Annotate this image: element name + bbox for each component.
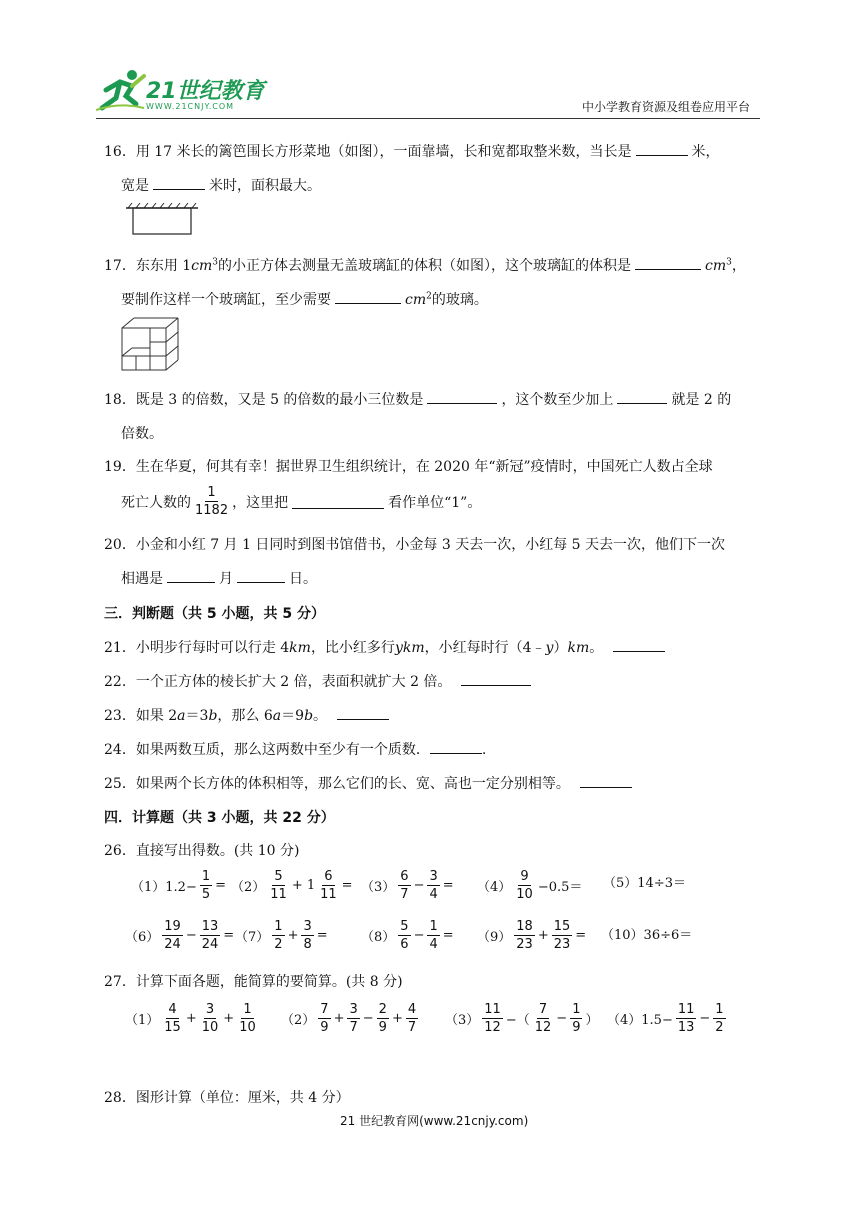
question-20-line1: 20．小金和小红 7 月 1 日同时到图书馆借书，小金每 3 天去一次，小红每 5 天去一次，他们下一次: [104, 537, 726, 553]
q26-item-6: （6） $\frac{19}{24}$ − $\frac{13}{24}$ =: [125, 919, 235, 952]
glass-tank-diagram: [120, 316, 182, 372]
q20-blank-day[interactable]: [237, 568, 285, 583]
question-21: 21．小明步行每时可以行走 4km，比小红多行ykm，小红每时行（4﹣y）km。: [104, 637, 669, 657]
q18-blank-number[interactable]: [427, 389, 497, 404]
question-17-line2: 要制作这样一个玻璃缸，至少需要 $cm^2$的玻璃。: [121, 289, 488, 309]
q26-item-10: （10）36÷6＝: [601, 928, 693, 943]
q17-blank-glass[interactable]: [335, 289, 401, 304]
question-16-line1: 16．用 17 米长的篱笆围长方形菜地（如图），一面靠墙，长和宽都取整米数，当长是 米，: [104, 141, 720, 161]
q18-blank-add[interactable]: [617, 389, 667, 404]
question-25: 25．如果两个长方体的体积相等，那么它们的长、宽、高也一定分别相等。: [104, 773, 636, 793]
question-19-line2: 死亡人数的 $\frac{1}{1182}$ ，这里把 看作单位“1”。: [121, 485, 482, 518]
q16-blank-width[interactable]: [153, 175, 205, 190]
q26-item-1: （1）1.2− $\frac{1}{5}$ =: [131, 869, 227, 902]
question-18-line1: 18．既是 3 的倍数，又是 5 的倍数的最小三位数是 ，这个数至少加上 就是 2 的: [104, 389, 731, 409]
section-3-heading: 三．判断题（共 5 小题，共 5 分）: [104, 606, 325, 622]
q26-item-5: （5）14÷3＝: [603, 876, 686, 891]
footer-text: 21 世纪教育网(www.21cnjy.com): [340, 1114, 529, 1128]
logo-url: WWW.21CNJY.COM: [146, 102, 235, 111]
question-17-line1: 17．东东用 $1cm^3$的小正方体去测量无盖玻璃缸的体积（如图），这个玻璃缸的体积是 $cm^3$，: [104, 255, 746, 275]
question-18-line2: 倍数。: [121, 426, 163, 442]
question-27-title: 27．计算下面各题，能简算的要简算。(共 8 分): [104, 974, 403, 990]
question-23: 23．如果 2a＝3b，那么 6a＝9b。: [104, 705, 393, 725]
q26-item-2: （2） $\frac{5}{11}$ + 1 $\frac{6}{11}$ =: [231, 869, 353, 902]
q25-answer-blank[interactable]: [580, 773, 632, 788]
runner-logo-icon: [96, 68, 148, 114]
q27-item-3: （3） $\frac{11}{12}$ −（ $\frac{7}{12}$ − $\frac{1}{9}$ ）: [445, 1002, 599, 1035]
q26-item-4: （4） $\frac{9}{10}$ −0.5＝: [477, 869, 583, 902]
header-platform-text: 中小学教育资源及组卷应用平台: [582, 100, 751, 114]
q23-answer-blank[interactable]: [337, 705, 389, 720]
q27-item-1: （1） $\frac{4}{15}$ + $\frac{3}{10}$ + $\frac{1}{10}$: [125, 1002, 256, 1035]
fence-diagram: [124, 202, 200, 236]
section-4-heading: 四．计算题（共 3 小题，共 22 分）: [104, 810, 335, 826]
question-28-title: 28．图形计算（单位：厘米，共 4 分）: [104, 1090, 350, 1106]
q26-item-8: （8） $\frac{5}{6}$ − $\frac{1}{4}$ =: [361, 919, 454, 952]
header-logo: [96, 66, 266, 116]
question-24: 24．如果两数互质，那么这两数中至少有一个质数． .: [104, 739, 486, 759]
q19-blank-unit[interactable]: [292, 494, 384, 509]
q17-blank-volume[interactable]: [635, 255, 701, 270]
q27-item-4: （4）1.5− $\frac{11}{13}$ − $\frac{1}{2}$: [607, 1002, 724, 1035]
q22-answer-blank[interactable]: [461, 671, 531, 686]
q26-item-9: （9） $\frac{18}{23}$ + $\frac{15}{23}$ =: [477, 919, 587, 952]
q26-item-3: （3） $\frac{6}{7}$ − $\frac{3}{4}$ =: [361, 869, 454, 902]
q21-answer-blank[interactable]: [613, 637, 665, 652]
q27-item-2: （2） $\frac{7}{9}$ + $\frac{3}{7}$ − $\frac{2}{9}$ + $\frac{4}{7}$: [281, 1002, 417, 1035]
logo-text: 21世纪教育: [146, 79, 265, 104]
question-19-line1: 19．生在华夏，何其有幸！据世界卫生组织统计，在 2020 年“新冠”疫情时，中国死亡人数占全球: [104, 459, 713, 475]
fraction-1-1182: $\frac{1}{1182}$: [195, 485, 229, 518]
q16-blank-length[interactable]: [636, 141, 688, 156]
q20-blank-month[interactable]: [167, 568, 215, 583]
question-26-title: 26．直接写出得数。(共 10 分): [104, 843, 300, 859]
question-16-line2: 宽是 米时，面积最大。: [121, 175, 321, 195]
q26-item-7: （7） $\frac{1}{2}$ + $\frac{3}{8}$ =: [235, 919, 328, 952]
question-22: 22．一个正方体的棱长扩大 2 倍，表面积就扩大 2 倍。: [104, 671, 535, 691]
question-20-line2: 相遇是 月 日。: [121, 568, 317, 588]
header-rule: [96, 118, 760, 119]
q24-answer-blank[interactable]: [430, 739, 482, 754]
